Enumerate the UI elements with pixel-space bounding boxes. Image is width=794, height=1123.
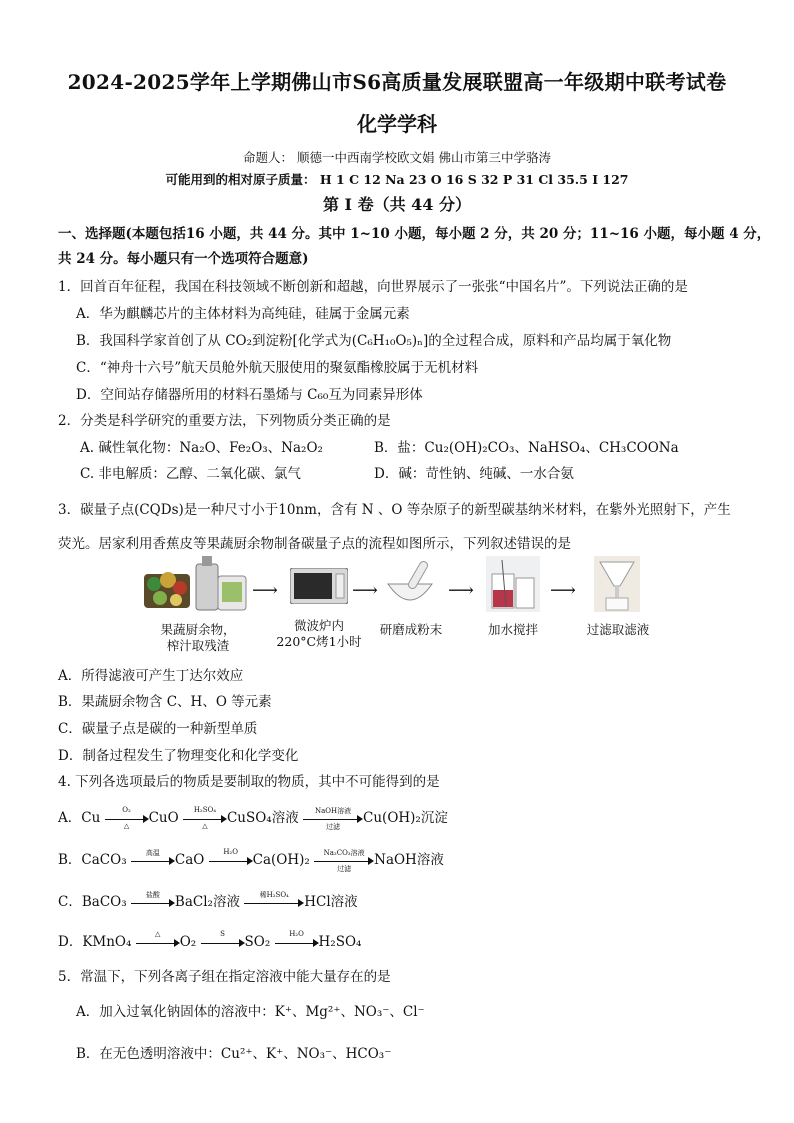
q5-option-b: B．在无色透明溶液中：Cu²⁺、K⁺、NO₃⁻、HCO₃⁻ xyxy=(76,1046,392,1062)
q1-option-b: B．我国科学家首创了从 CO₂到淀粉[化学式为(C₆H₁₀O₅)ₙ]的全过程合成，原料和产品均属于氧化物 xyxy=(76,333,672,349)
stirring-beaker-image xyxy=(486,556,540,612)
reaction-arrow: 稀H₂SO₄ xyxy=(244,896,304,910)
atomic-mass-line xyxy=(0,170,794,188)
q2-option-b: B．盐：Cu₂(OH)₂CO₃、NaHSO₄、CH₃COONa xyxy=(374,440,679,456)
reaction-arrow: △ xyxy=(136,936,180,950)
q4-option-c: C．BaCO₃ 盐酸 BaCl₂溶液 稀H₂SO₄ HCl溶液 xyxy=(58,890,358,910)
reaction-arrow: Na₂CO₃溶液 过滤 xyxy=(314,854,374,868)
q2-option-d: D．碱：苛性钠、纯碱、一水合氨 xyxy=(374,466,574,482)
reaction-arrow: H₂O xyxy=(209,854,253,868)
q4-option-d: D．KMnO₄ △ O₂ S SO₂ H₂O H₂SO₄ xyxy=(58,929,362,950)
reaction-arrow: NaOH溶液 过滤 xyxy=(303,812,363,826)
reaction-arrow: H₂O xyxy=(275,936,319,950)
flow-arrow-3: ⟶ xyxy=(448,580,474,601)
section-instructions-2: 共 24 分。每小题只有一个选项符合题意) xyxy=(58,251,309,267)
q1-option-c: C．“神舟十六号”航天员舱外航天服使用的聚氨酯橡胶属于无机材料 xyxy=(76,360,479,376)
step-1-caption: 果蔬厨余物， 榨汁取残渣 xyxy=(160,622,236,653)
section-instructions-1: 一、选择题(本题包括16 小题，共 44 分。其中 1~10 小题，每小题 2 分，共 20 分；11~16 小题，每小题 4 分， xyxy=(58,226,771,242)
step-4-caption: 加水搅拌 xyxy=(487,622,538,637)
q2-option-c: C. 非电解质：乙醇、二氧化碳、氯气 xyxy=(80,466,301,482)
q3-option-c: C．碳量子点是碳的一种新型单质 xyxy=(58,721,258,737)
filtration-funnel-image xyxy=(594,556,640,612)
q2-stem: 2．分类是科学研究的重要方法，下列物质分类正确的是 xyxy=(58,413,391,429)
q1-stem: 1．回首百年征程，我国在科技领域不断创新和超越，向世界展示了一张张“中国名片”。下列说法正确的是 xyxy=(58,279,688,295)
mortar-pestle-image xyxy=(384,556,436,612)
exam-authors: 命题人： 顺德一中西南学校欧文娟 佛山市第三中学骆涛 xyxy=(243,150,551,165)
q5-option-a: A．加入过氧化钠固体的溶液中：K⁺、Mg²⁺、NO₃⁻、Cl⁻ xyxy=(76,1004,425,1020)
vegetables-juicer-image xyxy=(144,556,248,612)
step-2-caption: 微波炉内 220°C烤1小时 xyxy=(276,618,362,649)
reaction-arrow: 盐酸 xyxy=(131,896,175,910)
reaction-arrow: S xyxy=(201,936,245,950)
step-5-caption: 过滤取滤液 xyxy=(586,622,650,637)
flow-arrow-1: ⟶ xyxy=(252,580,278,601)
q3-option-a: A．所得滤液可产生丁达尔效应 xyxy=(58,668,244,684)
reaction-arrow: H₂SO₄ △ xyxy=(183,812,227,826)
q4-option-b: B．CaCO₃ 高温 CaO H₂O Ca(OH)₂ Na₂CO₃溶液 过滤 NaOH溶液 xyxy=(58,847,444,873)
flow-arrow-2: ⟶ xyxy=(352,580,378,601)
atomic-mass-label: 可能用到的相对原子质量： xyxy=(165,172,316,187)
q2-option-a: A. 碱性氧化物：Na₂O、Fe₂O₃、Na₂O₂ xyxy=(80,440,323,456)
step-3-caption: 研磨成粉末 xyxy=(379,622,443,637)
microwave-image xyxy=(290,568,348,604)
reaction-arrow: 高温 xyxy=(131,854,175,868)
q5-stem: 5．常温下，下列各离子组在指定溶液中能大量存在的是 xyxy=(58,969,391,985)
exam-title: 2024-2025学年上学期佛山市S6高质量发展联盟高一年级期中联考试卷 xyxy=(67,70,727,94)
q4-stem: 4. 下列各选项最后的物质是要制取的物质，其中不可能得到的是 xyxy=(58,774,440,790)
q4-option-a: A．Cu O₂ △ CuO H₂SO₄ △ CuSO₄溶液 NaOH溶液 过滤 Cu(OH)₂沉淀 xyxy=(58,805,448,831)
q3-stem-line-1: 3．碳量子点(CQDs)是一种尺寸小于10nm，含有 N 、O 等杂原子的新型碳基纳米材料，在紫外光照射下，产生 xyxy=(58,502,731,518)
q3-process-flow xyxy=(140,556,660,656)
q3-option-b: B．果蔬厨余物含 C、H、O 等元素 xyxy=(58,694,272,710)
q3-option-d: D．制备过程发生了物理变化和化学变化 xyxy=(58,748,299,764)
atomic-mass-values: H 1 C 12 Na 23 O 16 S 32 P 31 Cl 35.5 I 127 xyxy=(319,172,629,187)
reaction-arrow: O₂ △ xyxy=(105,812,149,826)
q1-option-d: D．空间站存储器所用的材料石墨烯与 C₆₀互为同素异形体 xyxy=(76,387,423,403)
q3-stem-line-2: 荧光。居家利用香蕉皮等果蔬厨余物制备碳量子点的流程如图所示，下列叙述错误的是 xyxy=(58,536,571,552)
exam-subject: 化学学科 xyxy=(357,112,437,136)
q1-option-a: A．华为麒麟芯片的主体材料为高纯硅，硅属于金属元素 xyxy=(76,306,410,322)
flow-arrow-4: ⟶ xyxy=(550,580,576,601)
section-title: 第 I 卷（共 44 分） xyxy=(322,195,472,214)
